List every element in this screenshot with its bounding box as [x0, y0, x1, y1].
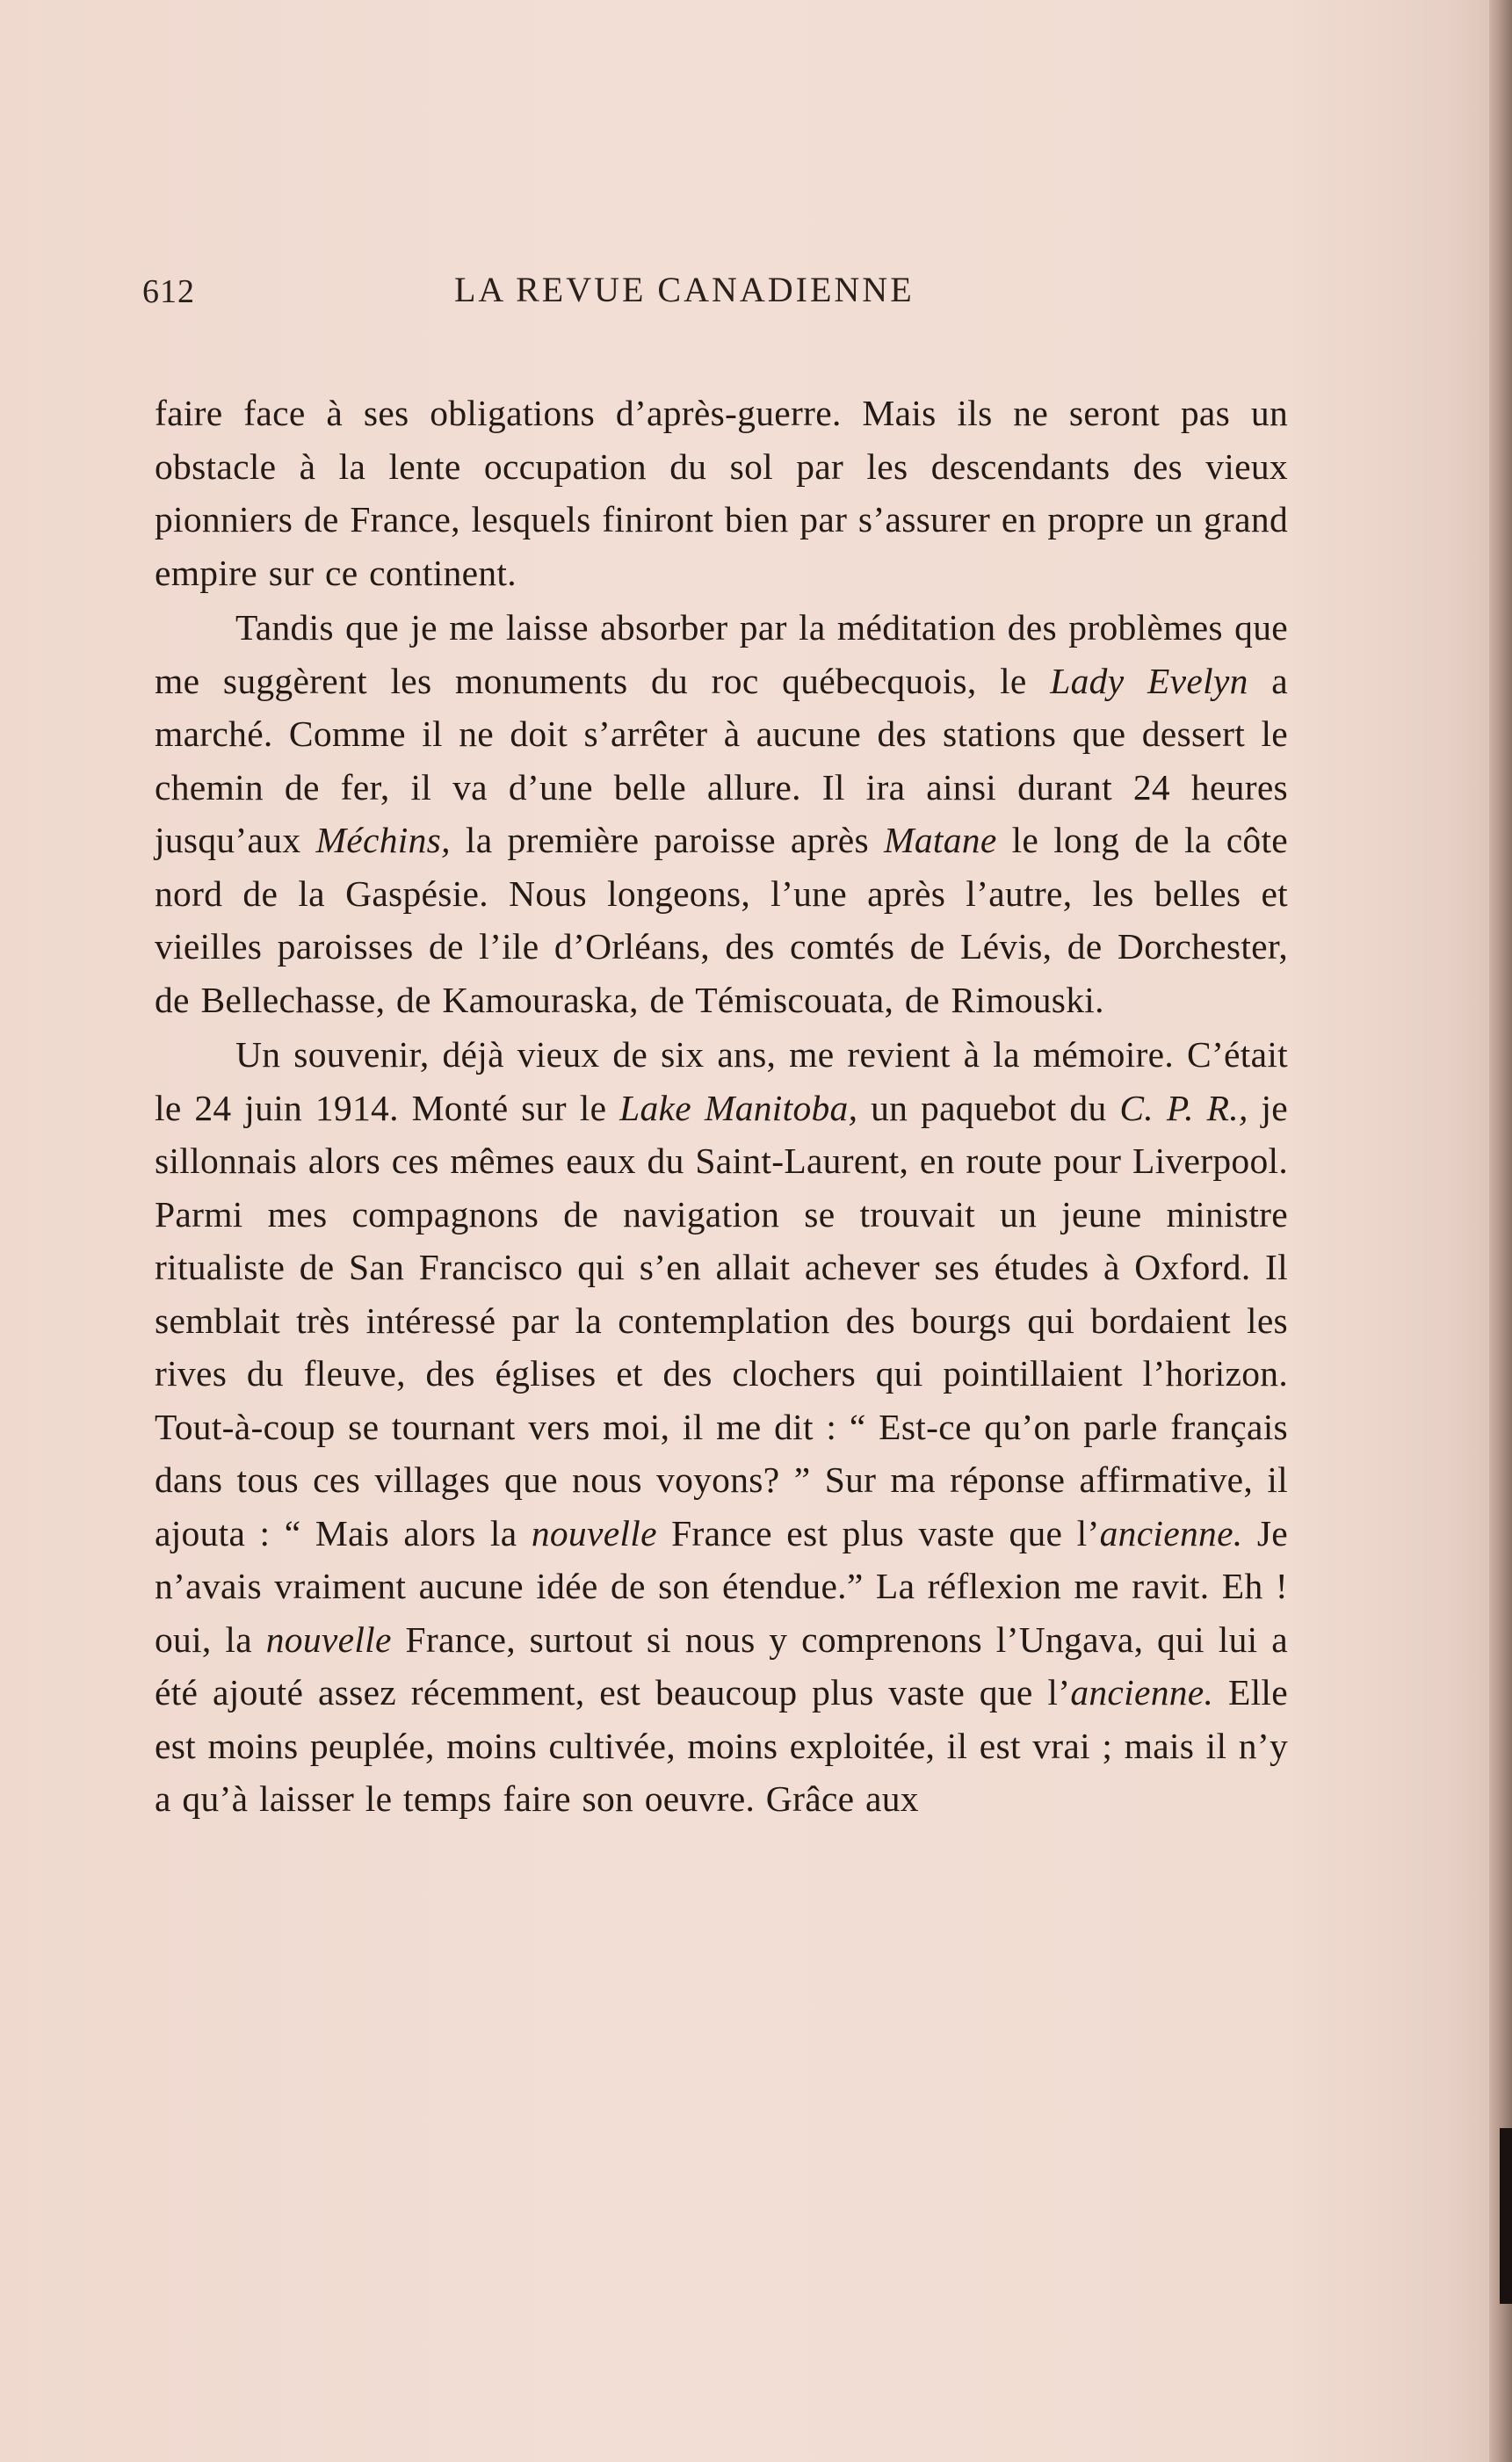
text-run: a marché. Comme il ne doit s’arrêter à aucune des stations que dessert le chemin de fer, il va d’une belle allure. Il ira ainsi durant 24 heures jusqu’aux	[155, 660, 1288, 860]
italic-ship-name: Lake Manitoba,	[619, 1087, 858, 1128]
text-run: Je n’avais vraiment aucune idée de son étendue.” La réflexion me ravit. Eh ! oui, la	[155, 1512, 1288, 1660]
italic-ship-name: Lady Evelyn	[1050, 660, 1248, 701]
text-run: Un souvenir, déjà vieux de six ans, me revient à la mémoire. C’était le 24 juin 1914. Monté sur le	[155, 1034, 1288, 1128]
text-run: le long de la côte nord de la Gaspésie. Nous longeons, l’une après l’autre, les belles et vieilles paroisses de l’ile d’Orléans, des comtés de Lévis, de Dorchester, de Bellechasse, de Kamouraska, de Témiscouata, de Rimouski.	[155, 820, 1289, 1020]
paragraph-souvenir	[155, 1028, 1288, 1826]
paragraph-continuation	[155, 387, 1288, 599]
text-run: la première paroisse après	[450, 820, 884, 860]
italic-place-name: Matane	[883, 820, 997, 860]
text-run: France est plus vaste que l’	[656, 1512, 1100, 1553]
running-header	[142, 272, 1284, 325]
text-run: je sillonnais alors ces mêmes eaux du Saint-Laurent, en route pour Liverpool. Parmi mes compagnons de navigation se trouvait un jeune ministre ritualiste de San Francisco qui s’en allait achever ses études à Oxford. Il semblait très intéressé par la contemplation des bourgs qui bordaient les rives du fleuve, des églises et des clochers qui pointillaient l’horizon. Tout-à-coup se tournant vers moi, il me dit : “ Est-ce qu’on parle français dans tous ces villages que nous voyons? ” Sur ma réponse affirmative, il ajouta : “ Mais alors la	[155, 1087, 1289, 1553]
italic-place-name: Méchins,	[315, 820, 451, 860]
paragraph-lady-evelyn	[155, 601, 1288, 1026]
text-run: Elle est moins peuplée, moins cultivée, moins exploitée, il est vrai ; mais il n’y a qu’à laisser le temps faire son oeuvre. Grâce aux	[155, 1672, 1288, 1819]
italic-emphasis: ancienne.	[1070, 1672, 1214, 1713]
text-run: Tandis que je me laisse absorber par la méditation des problèmes que me suggèrent les monuments du roc québecquois, le	[155, 607, 1288, 701]
body-text	[155, 387, 1288, 1826]
book-binding-edge	[1489, 0, 1512, 2462]
italic-emphasis: ancienne.	[1099, 1512, 1243, 1553]
running-title: LA REVUE CANADIENNE	[454, 270, 915, 309]
italic-company-name: C. P. R.,	[1119, 1087, 1248, 1128]
italic-emphasis: nouvelle	[265, 1618, 392, 1660]
text-run: faire face à ses obligations d’après-guerre. Mais ils ne seront pas un obstacle à la lente occupation du sol par les descendants des vieux pionniers de France, lesquels finiront bien par s’assurer en propre un grand empire sur ce continent.	[155, 393, 1288, 593]
text-run: France, surtout si nous y comprenons l’Ungava, qui lui a été ajouté assez récemment, est beaucoup plus vaste que l’	[155, 1618, 1288, 1713]
binding-shadow	[1500, 2128, 1512, 2304]
page-number: 612	[142, 273, 195, 310]
italic-emphasis: nouvelle	[531, 1512, 657, 1553]
text-run: un paquebot du	[857, 1087, 1120, 1128]
